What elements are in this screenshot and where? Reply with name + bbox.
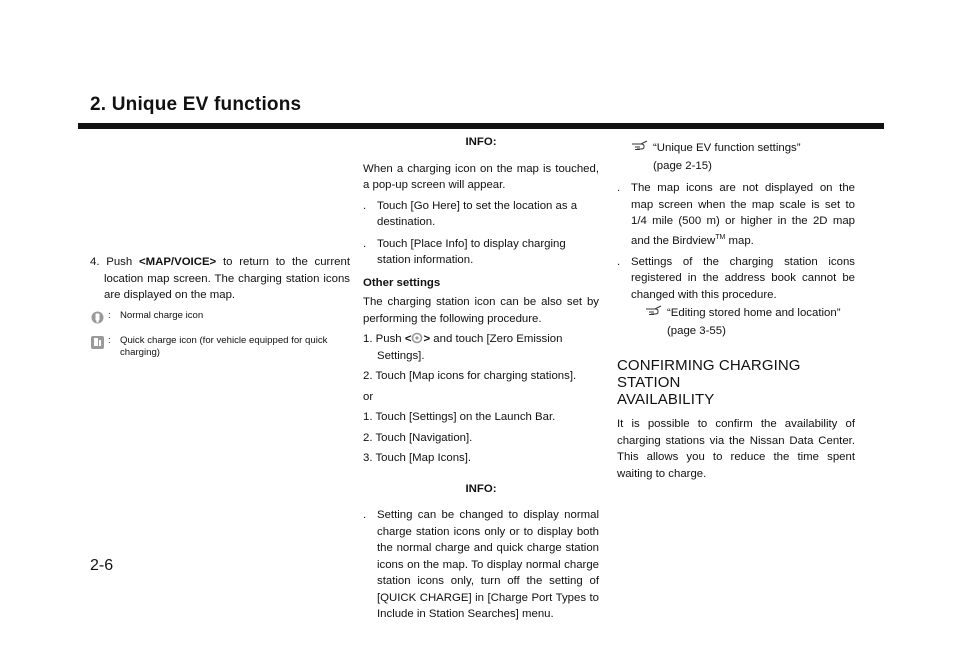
column-middle [363, 128, 599, 628]
page-title: 2. Unique EV functions [90, 94, 302, 115]
reference-title: “Editing stored home and location” [667, 307, 841, 320]
bullet-item: . Touch [Place Info] to display charging station information. [363, 237, 566, 266]
reference-page: (page 2-15) [653, 159, 712, 172]
column-right [617, 140, 855, 486]
legend-text: Normal charge icon [120, 309, 204, 321]
icon-legend-row [90, 310, 350, 329]
legend-text: Quick charge icon (for vehicle equipped for quick charging) [120, 334, 328, 358]
icon-legend-row [90, 335, 350, 359]
info-label: INFO: [465, 482, 497, 495]
bullet-item: . Touch [Go Here] to set the location as a destination. [363, 199, 578, 228]
bullet-dot: . [363, 237, 367, 250]
legend-colon: : [108, 334, 111, 346]
reference-hand-icon [631, 140, 653, 158]
step-4-number: 4. [90, 256, 100, 268]
reference-page: (page 3-55) [667, 324, 726, 337]
info-intro: When a charging icon on the map is touched, a pop-up screen will appear. [363, 162, 599, 191]
info-label: INFO: [465, 136, 497, 148]
bullet-dot: . [363, 509, 367, 521]
alt-step: 1. Touch [Settings] on the Launch Bar. [363, 411, 556, 423]
reference-hand-icon [645, 305, 667, 323]
bullet-item: . The map icons are not displayed on the map screen when the map scale is set to 1/4 mile (500 m) or higher in the 2D map and the Birdview™ map. [617, 182, 855, 247]
alt-step: 2. Touch [Navigation]. [363, 431, 473, 444]
step-4 [90, 254, 350, 304]
step-4-text: to return to the current location map screen. The charging station icons are displayed on the map. [104, 256, 350, 301]
page-number: 2-6 [90, 557, 114, 574]
cross-reference [617, 140, 855, 174]
cross-reference [617, 305, 855, 339]
other-settings-heading: Other settings [363, 276, 441, 289]
reference-title: “Unique EV function settings” [653, 142, 801, 154]
legend-colon: : [108, 309, 111, 321]
bullet-dot: . [617, 255, 621, 268]
section-body: It is possible to confirm the availability of charging stations via the Nissan Data Center. This allows you to reduce the time spent waiting to charge. [617, 418, 855, 480]
step-1: 1. Push < > and touch [Zero Emission Settings]. [363, 333, 563, 362]
step-2: 2. Touch [Map icons for charging stations]. [363, 370, 577, 382]
normal-charge-icon [90, 310, 108, 329]
column-left [90, 254, 350, 363]
step-4-pre: Push [106, 256, 133, 268]
or-text: or [363, 390, 374, 403]
other-settings-intro: The charging station icon can be also set by performing the following procedure. [363, 296, 599, 325]
bullet-dot: . [363, 199, 367, 212]
quick-charge-icon [90, 335, 108, 359]
alt-step: 3. Touch [Map Icons]. [363, 452, 472, 464]
bullet-item: . Setting can be changed to display normal charge station icons only or to display both the normal charge and quick charge station icons on the map. To display normal charge station icons only, turn off the setting of [QUICK CHARGE] in [Charge Port Types to Include in Station Searches] menu. [363, 509, 599, 620]
bullet-dot: . [617, 182, 621, 194]
section-title: CONFIRMING CHARGING STATION AVAILABILITY [617, 357, 801, 409]
map-voice-button-label: <MAP/VOICE> [138, 256, 217, 268]
setting-button-icon: < > [404, 333, 431, 345]
bullet-item: . Settings of the charging station icons registered in the address book cannot be changed with this procedure. [617, 255, 855, 301]
